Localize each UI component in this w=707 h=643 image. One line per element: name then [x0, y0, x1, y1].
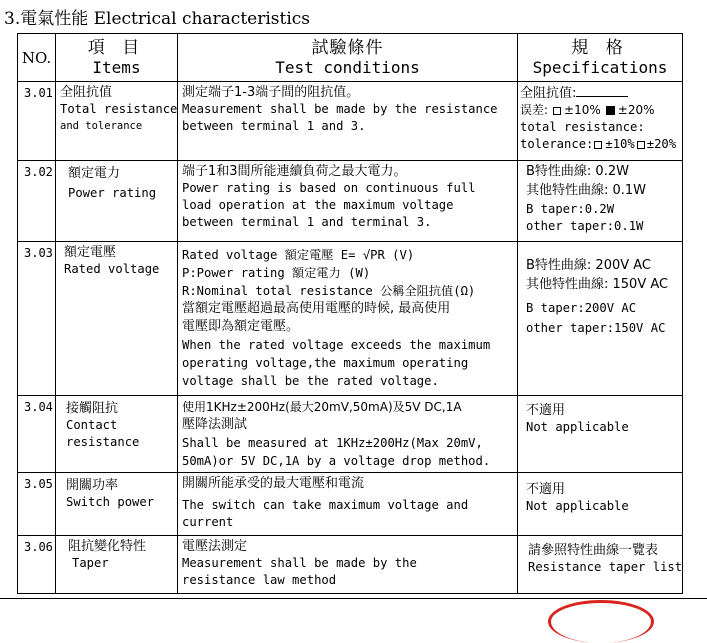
condition-cell: 測定端子1-3端子間的阻抗值。 Measurement shall be made by the resistance between terminal 1 and 3.: [178, 82, 518, 161]
item-cell: 額定電壓 Rated voltage: [56, 242, 178, 396]
row-number: 3.02: [18, 161, 56, 242]
condition-cell: 電壓法測定 Measurement shall be made by the resistance law method: [178, 536, 518, 594]
row-number: 3.03: [18, 242, 56, 396]
page-bottom-rule: [0, 598, 707, 599]
header-no: NO.: [18, 34, 56, 82]
header-specifications-en: Specifications: [532, 58, 668, 77]
header-specifications-zh: 規 格: [571, 38, 629, 58]
checkbox-20pct-en: [637, 141, 645, 149]
checkbox-10pct-en: [594, 141, 602, 149]
checkbox-20pct-checked: [606, 106, 615, 115]
item-cell: 全阻抗值 Total resistance and tolerance: [56, 82, 178, 161]
section-heading: 3.電氣性能 Electrical characteristics: [4, 9, 311, 29]
row-number: 3.04: [18, 396, 56, 473]
condition-cell: 使用1KHz±200Hz(最大20mV,50mA)及5V DC,1A 壓降法測試 Shall be measured at 1KHz±200Hz(Max 20mV, 50mA)or 5V DC,1A by a voltage drop method.: [178, 396, 518, 473]
blank-value-line: [576, 84, 628, 97]
row-number: 3.06: [18, 536, 56, 594]
condition-cell: Rated voltage 額定電壓 E= √PR (V) P:Power rating 額定電力 (W) R:Nominal total resistance 公稱全阻抗值(Ω) 當額定電壓超過最高使用電壓的時候, 最高使用 電壓即為額定電壓。 When the rated voltage exceeds the maximum operating voltage,the maximum operating voltage shall be the rated voltage.: [178, 242, 518, 396]
condition-cell: 開關所能承受的最大電壓和電流 The switch can take maximum voltage and current: [178, 473, 518, 536]
header-specifications: [518, 34, 683, 82]
red-stamp-seal: [548, 600, 654, 643]
table-row: [18, 473, 683, 536]
electrical-characteristics-table: [17, 33, 683, 594]
spec-cell: 請參照特性曲線一覽表 Resistance taper list: [518, 536, 683, 594]
table-row: [18, 536, 683, 594]
checkbox-10pct: [553, 107, 561, 115]
item-cell: 額定電力 Power rating: [56, 161, 178, 242]
header-items: [56, 34, 178, 82]
table-row: [18, 396, 683, 473]
header-row: [18, 34, 683, 82]
header-conditions: [178, 34, 518, 82]
item-cell: 阻抗變化特性 Taper: [56, 536, 178, 594]
row-number: 3.05: [18, 473, 56, 536]
table-row: [18, 242, 683, 396]
spec-cell: 不適用 Not applicable: [518, 473, 683, 536]
spec-cell: B特性曲線: 200V AC 其他特性曲線: 150V AC B taper:200V AC other taper:150V AC: [518, 242, 683, 396]
spec-cell: 全阻抗值: 误差: ±10% ±20% total resistance: tolerance: ±10% ±20%: [518, 82, 683, 161]
item-cell: 接觸阻抗 Contact resistance: [56, 396, 178, 473]
row-number: 3.01: [18, 82, 56, 161]
table-row: [18, 82, 683, 161]
table-row: [18, 161, 683, 242]
header-conditions-en: Test conditions: [275, 58, 420, 77]
item-cell: 開關功率 Switch power: [56, 473, 178, 536]
spec-cell: 不適用 Not applicable: [518, 396, 683, 473]
header-conditions-zh: 試驗條件: [311, 38, 384, 58]
spec-cell: B特性曲線: 0.2W 其他特性曲線: 0.1W B taper:0.2W other taper:0.1W: [518, 161, 683, 242]
header-items-en: Items: [92, 58, 141, 77]
condition-cell: 端子1和3間所能連續負荷之最大電力。 Power rating is based on continuous full load operation at the maximum voltage between terminal 1 and terminal 3.: [178, 161, 518, 242]
header-items-zh: 項 目: [87, 38, 146, 58]
